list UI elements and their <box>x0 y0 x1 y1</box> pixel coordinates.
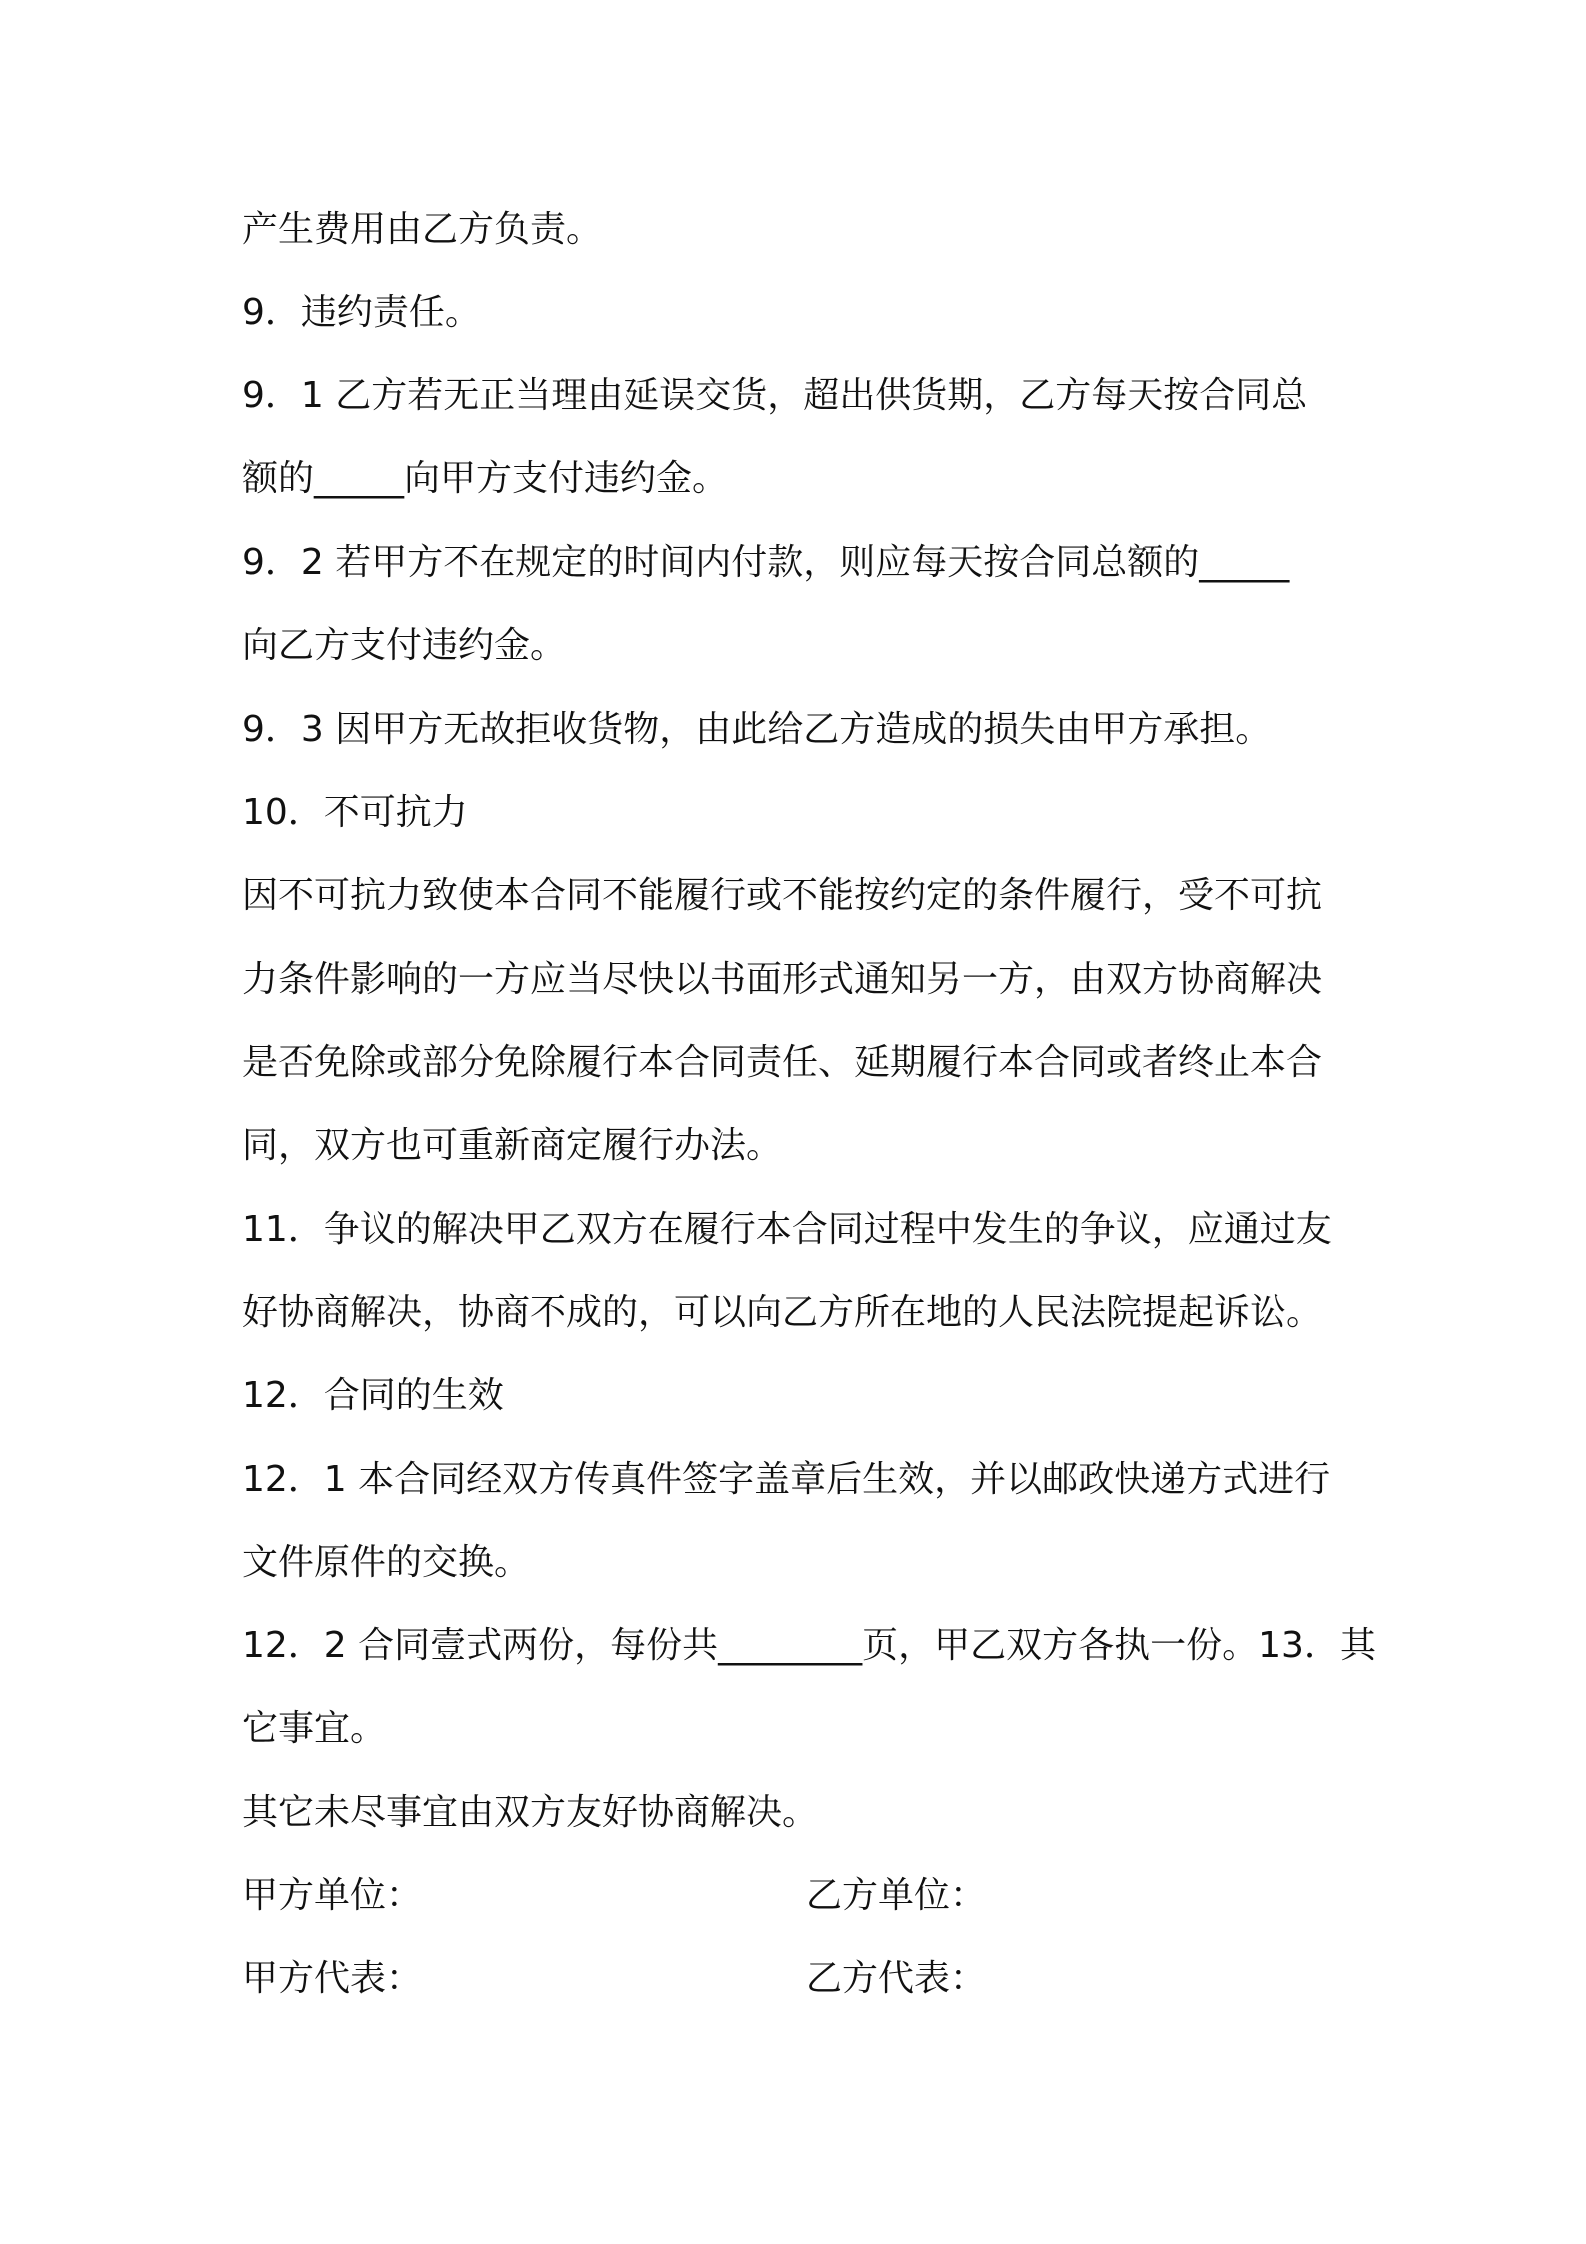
party-b-rep-label: 乙方代表： <box>806 1958 987 1999</box>
text-line-10: 力条件影响的一方应当尽快以书面形式通知另一方，由双方协商解决 <box>242 959 1323 1000</box>
text-line-3: 9．1 乙方若无正当理由延误交货，超出供货期，乙方每天按合同总 <box>242 375 1308 416</box>
text-line-18: 12．2 合同壹式两份，每份共________页，甲乙双方各执一份。13．其 <box>242 1625 1376 1666</box>
text-line-14: 好协商解决，协商不成的，可以向乙方所在地的人民法院提起诉讼。 <box>242 1292 1323 1333</box>
text-line-6: 向乙方支付违约金。 <box>242 625 567 666</box>
text-line-19: 它事宜。 <box>242 1708 387 1749</box>
text-line-16: 12．1 本合同经双方传真件签字盖章后生效，并以邮政快递方式进行 <box>242 1459 1331 1500</box>
text-line-13: 11．争议的解决甲乙双方在履行本合同过程中发生的争议，应通过友 <box>242 1209 1332 1250</box>
party-a-rep-label: 甲方代表： <box>242 1958 423 1999</box>
text-line-17: 文件原件的交换。 <box>242 1542 531 1583</box>
text-line-9: 因不可抗力致使本合同不能履行或不能按约定的条件履行，受不可抗 <box>242 875 1323 916</box>
text-line-5: 9．2 若甲方不在规定的时间内付款，则应每天按合同总额的_____ <box>242 542 1290 583</box>
section-heading-9: 9．违约责任。 <box>242 292 481 333</box>
section-heading-10: 10．不可抗力 <box>242 792 468 833</box>
section-heading-12: 12．合同的生效 <box>242 1375 504 1416</box>
text-line-20: 其它未尽事宜由双方友好协商解决。 <box>242 1792 819 1833</box>
text-line-11: 是否免除或部分免除履行本合同责任、延期履行本合同或者终止本合 <box>242 1042 1323 1083</box>
text-line-1: 产生费用由乙方负责。 <box>242 209 603 250</box>
text-line-12: 同，双方也可重新商定履行办法。 <box>242 1125 783 1166</box>
text-line-7: 9．3 因甲方无故拒收货物，由此给乙方造成的损失由甲方承担。 <box>242 709 1272 750</box>
party-b-unit-label: 乙方单位： <box>806 1875 987 1916</box>
text-line-4: 额的_____向甲方支付违约金。 <box>242 458 729 499</box>
party-a-unit-label: 甲方单位： <box>242 1875 423 1916</box>
